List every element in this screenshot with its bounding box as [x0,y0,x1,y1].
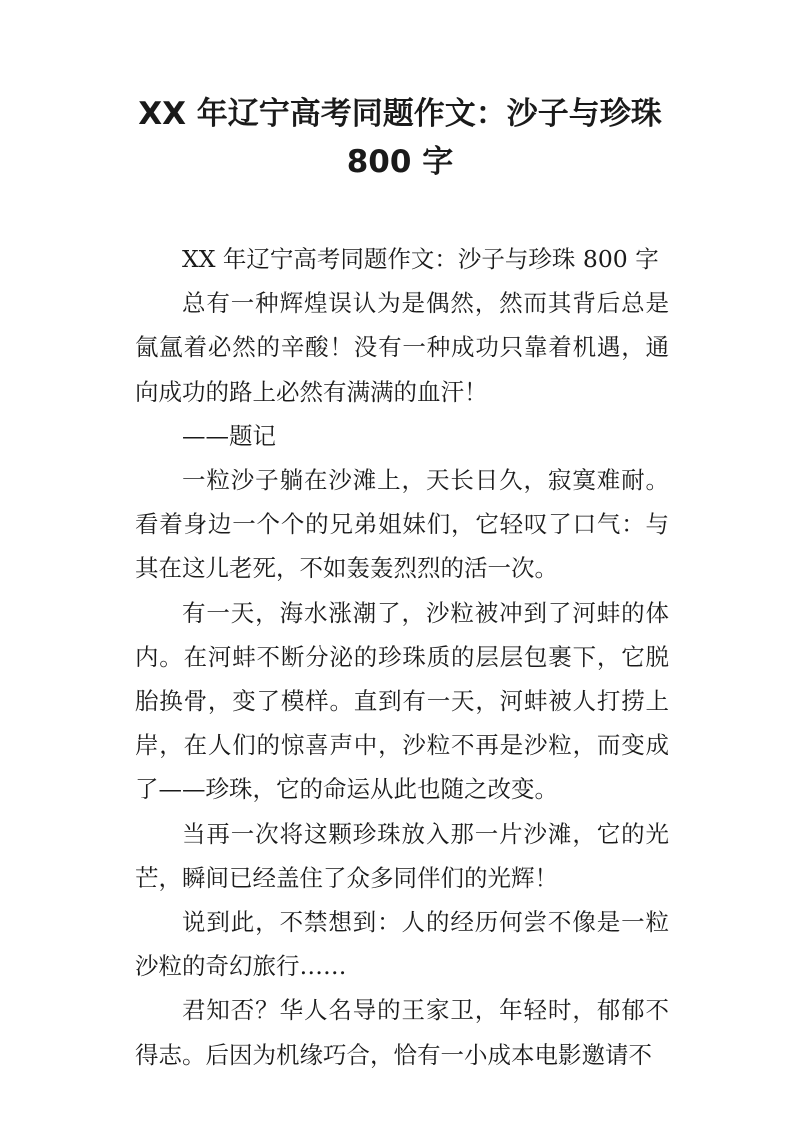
document-title [0,90,800,186]
title-line-2: 800 字 [346,144,454,180]
paragraph-epigraph: 总有一种辉煌误认为是偶然，然而其背后总是氤氲着必然的辛酸！没有一种成功只靠着机遇，通向成功的路上必然有满满的血汗！ [135,289,669,406]
paragraph-subtitle: XX 年辽宁高考同题作文：沙子与珍珠 800 字 [182,245,659,273]
paragraph-epigraph-attribution: ——题记 [182,421,276,450]
paragraph: 当再一次将这颗珍珠放入那一片沙滩，它的光芒，瞬间已经盖住了众多同伴们的光辉！ [135,819,669,892]
paragraph: 君知否？华人名导的王家卫，年轻时，郁郁不得志。后因为机缘巧合，恰有一小成本电影邀请不 [135,996,669,1069]
title-line-1: XX 年辽宁高考同题作文：沙子与珍珠 [138,96,662,132]
paragraph: 一粒沙子躺在沙滩上，天长日久，寂寞难耐。看着身边一个个的兄弟姐妹们，它轻叹了口气：与其在这儿老死，不如轰轰烈烈的活一次。 [135,466,669,583]
paragraph: 说到此，不禁想到：人的经历何尝不像是一粒沙粒的奇幻旅行…… [135,908,669,981]
document-body [135,237,669,1077]
paragraph: 有一天，海水涨潮了，沙粒被冲到了河蚌的体内。在河蚌不断分泌的珍珠质的层层包裹下，它脱胎换骨，变了模样。直到有一天，河蚌被人打捞上岸，在人们的惊喜声中，沙粒不再是沙粒，而变成了——珍珠，它的命运从此也随之改变。 [135,598,669,804]
